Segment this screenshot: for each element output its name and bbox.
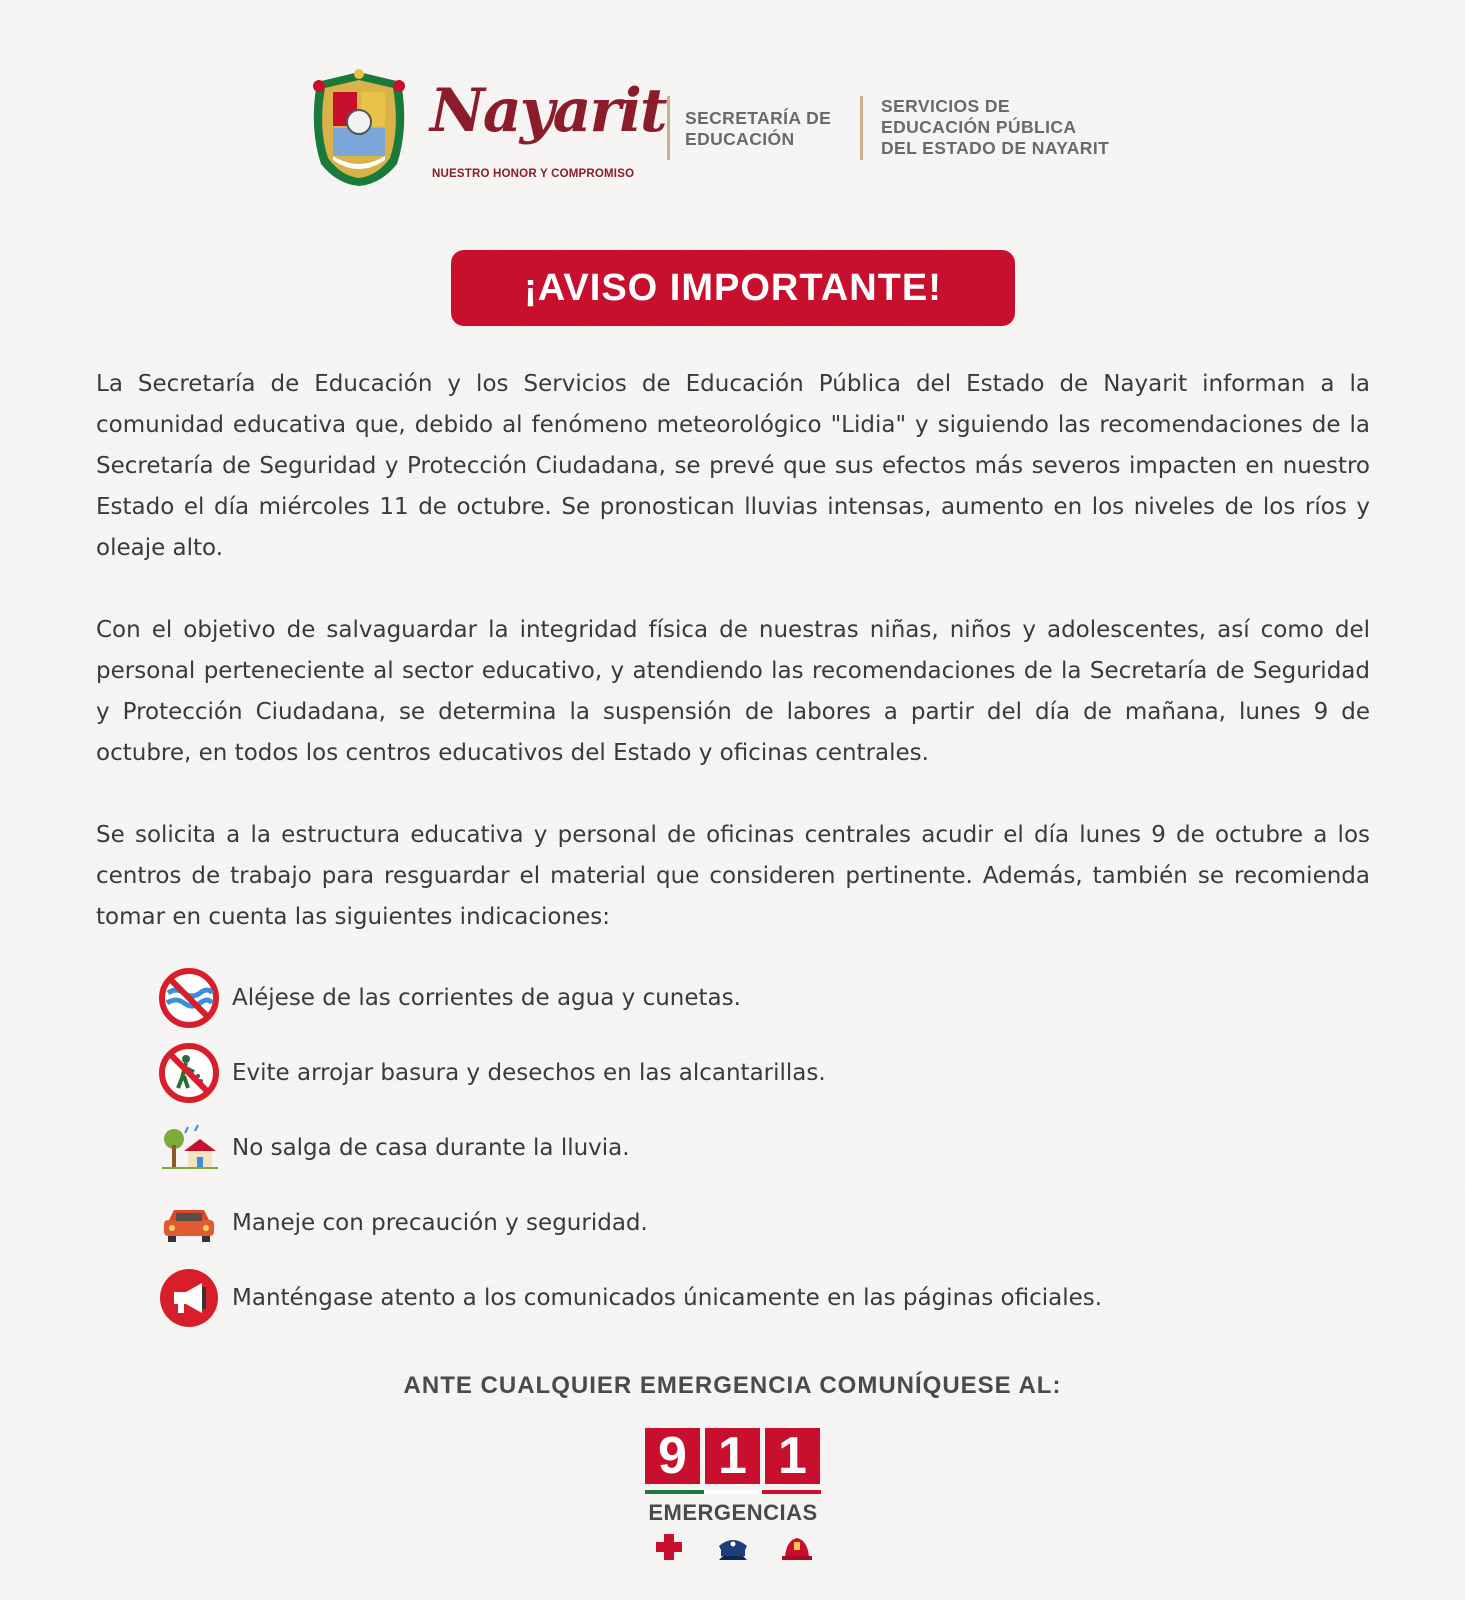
emergency-heading: ANTE CUALQUIER EMERGENCIA COMUNÍQUESE AL: [403, 1372, 1062, 1399]
list-item [158, 960, 1358, 1035]
brand-tagline: NUESTRO HONOR Y COMPROMISO [432, 168, 635, 180]
list-item [158, 1260, 1358, 1335]
indication-text: Maneje con precaución y seguridad. [232, 1209, 648, 1236]
paragraph: Se solicita a la estructura educativa y personal de oficinas centrales acudir el día lunes 9 de octubre a los centros de trabajo para resguardar el material que consideren pertinente. Además, también se recomienda tomar en cuenta las siguientes indicaciones: [96, 822, 1370, 930]
list-item [158, 1110, 1358, 1185]
emergency-label: EMERGENCIAS [648, 1500, 818, 1525]
org-secretaria: SECRETARÍA DE EDUCACIÓN [685, 108, 832, 149]
header [305, 68, 1165, 188]
indication-text: Aléjese de las corrientes de agua y cunetas. [232, 984, 741, 1011]
no-littering-icon [158, 1042, 220, 1104]
fire-helmet-icon [779, 1530, 815, 1564]
house-rain-icon [158, 1117, 220, 1179]
indication-text: No salga de casa durante la lluvia. [232, 1134, 630, 1161]
digit: 9 [645, 1428, 700, 1484]
no-water-icon [158, 967, 220, 1029]
list-item [158, 1185, 1358, 1260]
indication-text: Manténgase atento a los comunicados únicamente en las páginas oficiales. [232, 1284, 1103, 1311]
org-servicios: SERVICIOS DE EDUCACIÓN PÚBLICA DEL ESTADO DE NAYARIT [881, 96, 1110, 158]
flag-bars [645, 1490, 821, 1494]
paragraph: La Secretaría de Educación y los Servicios de Educación Pública del Estado de Nayarit informan a la comunidad educativa que, debido al fenómeno meteorológico "Lidia" y siguiendo las recomendaciones de la Secretaría de Seguridad y Protección Ciudadana, se prevé que sus efectos más severos impacten en nuestro Estado el día miércoles 11 de octubre. Se pronostican lluvias intensas, aumento en los niveles de los ríos y oleaje alto. [96, 371, 1370, 561]
digit: 1 [765, 1428, 820, 1484]
notice-body [96, 364, 1370, 979]
brand-logo [430, 76, 670, 180]
notice-title: ¡AVISO IMPORTANTE! [524, 266, 942, 309]
header-divider [860, 96, 863, 160]
digit: 1 [705, 1428, 760, 1484]
header-divider [667, 96, 670, 160]
list-item [158, 1035, 1358, 1110]
state-crest-icon [305, 68, 413, 188]
notice-banner [451, 250, 1015, 326]
megaphone-icon [158, 1267, 220, 1329]
emergency-911-logo [645, 1428, 821, 1564]
red-cross-icon [651, 1530, 687, 1564]
indication-text: Evite arrojar basura y desechos en las alcantarillas. [232, 1059, 826, 1086]
brand-logo-wordmark: Nayarit [430, 76, 666, 146]
car-icon [158, 1192, 220, 1254]
police-cap-icon [715, 1530, 751, 1564]
indications-list [158, 960, 1358, 1335]
paragraph: Con el objetivo de salvaguardar la integridad física de nuestras niñas, niños y adolescentes, así como del personal perteneciente al sector educativo, y atendiendo las recomendaciones de la Secretaría de Seguridad y Protección Ciudadana, se determina la suspensión de labores a partir del día de mañana, lunes 9 de octubre, en todos los centros educativos del Estado y oficinas centrales. [96, 617, 1370, 766]
